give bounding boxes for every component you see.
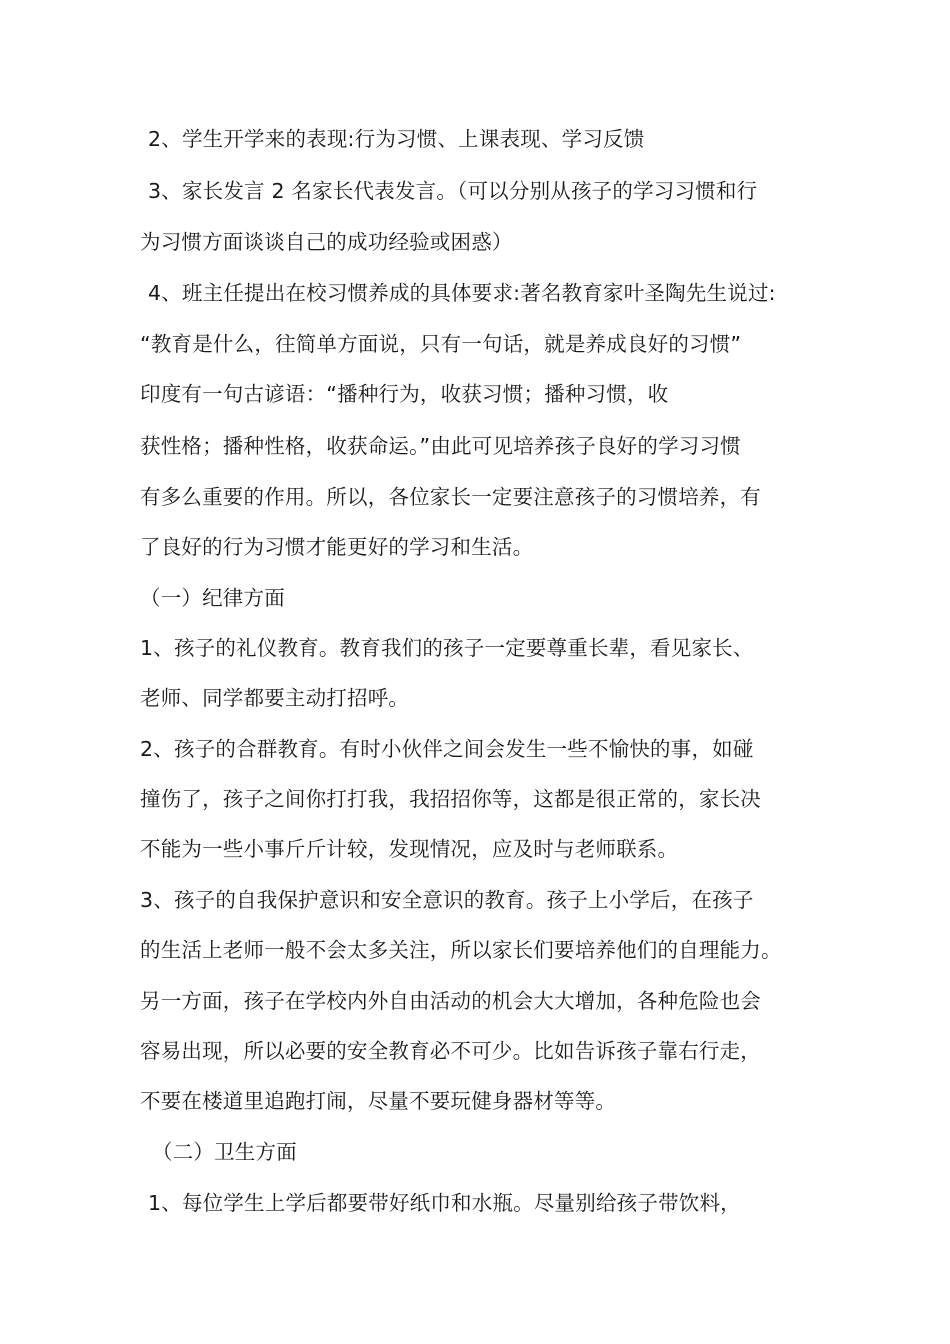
text-line-19: 容易出现，所以必要的安全教育必不可少。比如告诉孩子靠右行走， (140, 1039, 761, 1063)
text-line-3: 为习惯方面谈谈自己的成功经验或困惑） (140, 230, 513, 254)
text-line-8: 有多么重要的作用。所以，各位家长一定要注意孩子的习惯培养，有 (140, 485, 761, 509)
text-line-1: 2、学生开学来的表现:行为习惯、上课表现、学习反馈 (148, 127, 645, 151)
section-heading-discipline: （一）纪律方面 (140, 586, 285, 610)
text-line-14: 撞伤了，孩子之间你打打我，我招招你等，这都是很正常的，家长决 (140, 787, 761, 811)
section-heading-hygiene: （二）卫生方面 (152, 1140, 297, 1164)
text-line-15: 不能为一些小事斤斤计较，发现情况，应及时与老师联系。 (140, 837, 679, 861)
text-line-22: 1、每位学生上学后都要带好纸巾和水瓶。尽量别给孩子带饮料， (148, 1191, 741, 1215)
text-line-13: 2、孩子的合群教育。有时小伙伴之间会发生一些不愉快的事，如碰 (140, 737, 754, 761)
text-line-9: 了良好的行为习惯才能更好的学习和生活。 (140, 535, 534, 559)
text-line-11: 1、孩子的礼仪教育。教育我们的孩子一定要尊重长辈，看见家长、 (140, 636, 754, 660)
text-line-2: 3、家长发言 2 名家长代表发言。（可以分别从孩子的学习习惯和行 (148, 179, 758, 203)
text-line-7: 获性格；播种性格，收获命运。”由此可见培养孩子良好的学习习惯 (140, 434, 741, 458)
text-line-6: 印度有一句古谚语：“播种行为，收获习惯；播种习惯，收 (140, 382, 669, 406)
text-line-17: 的生活上老师一般不会太多关注，所以家长们要培养他们的自理能力。 (140, 938, 782, 962)
text-line-16: 3、孩子的自我保护意识和安全意识的教育。孩子上小学后，在孩子 (140, 888, 754, 912)
text-line-20: 不要在楼道里追跑打闹，尽量不要玩健身器材等等。 (140, 1089, 617, 1113)
text-line-12: 老师、同学都要主动打招呼。 (140, 686, 410, 710)
text-line-4: 4、班主任提出在校习惯养成的具体要求:著名教育家叶圣陶先生说过: (148, 281, 776, 305)
text-line-18: 另一方面，孩子在学校内外自由活动的机会大大增加，各种危险也会 (140, 989, 761, 1013)
text-line-5: “教育是什么，往简单方面说，只有一句话，就是养成良好的习惯” (140, 332, 742, 356)
